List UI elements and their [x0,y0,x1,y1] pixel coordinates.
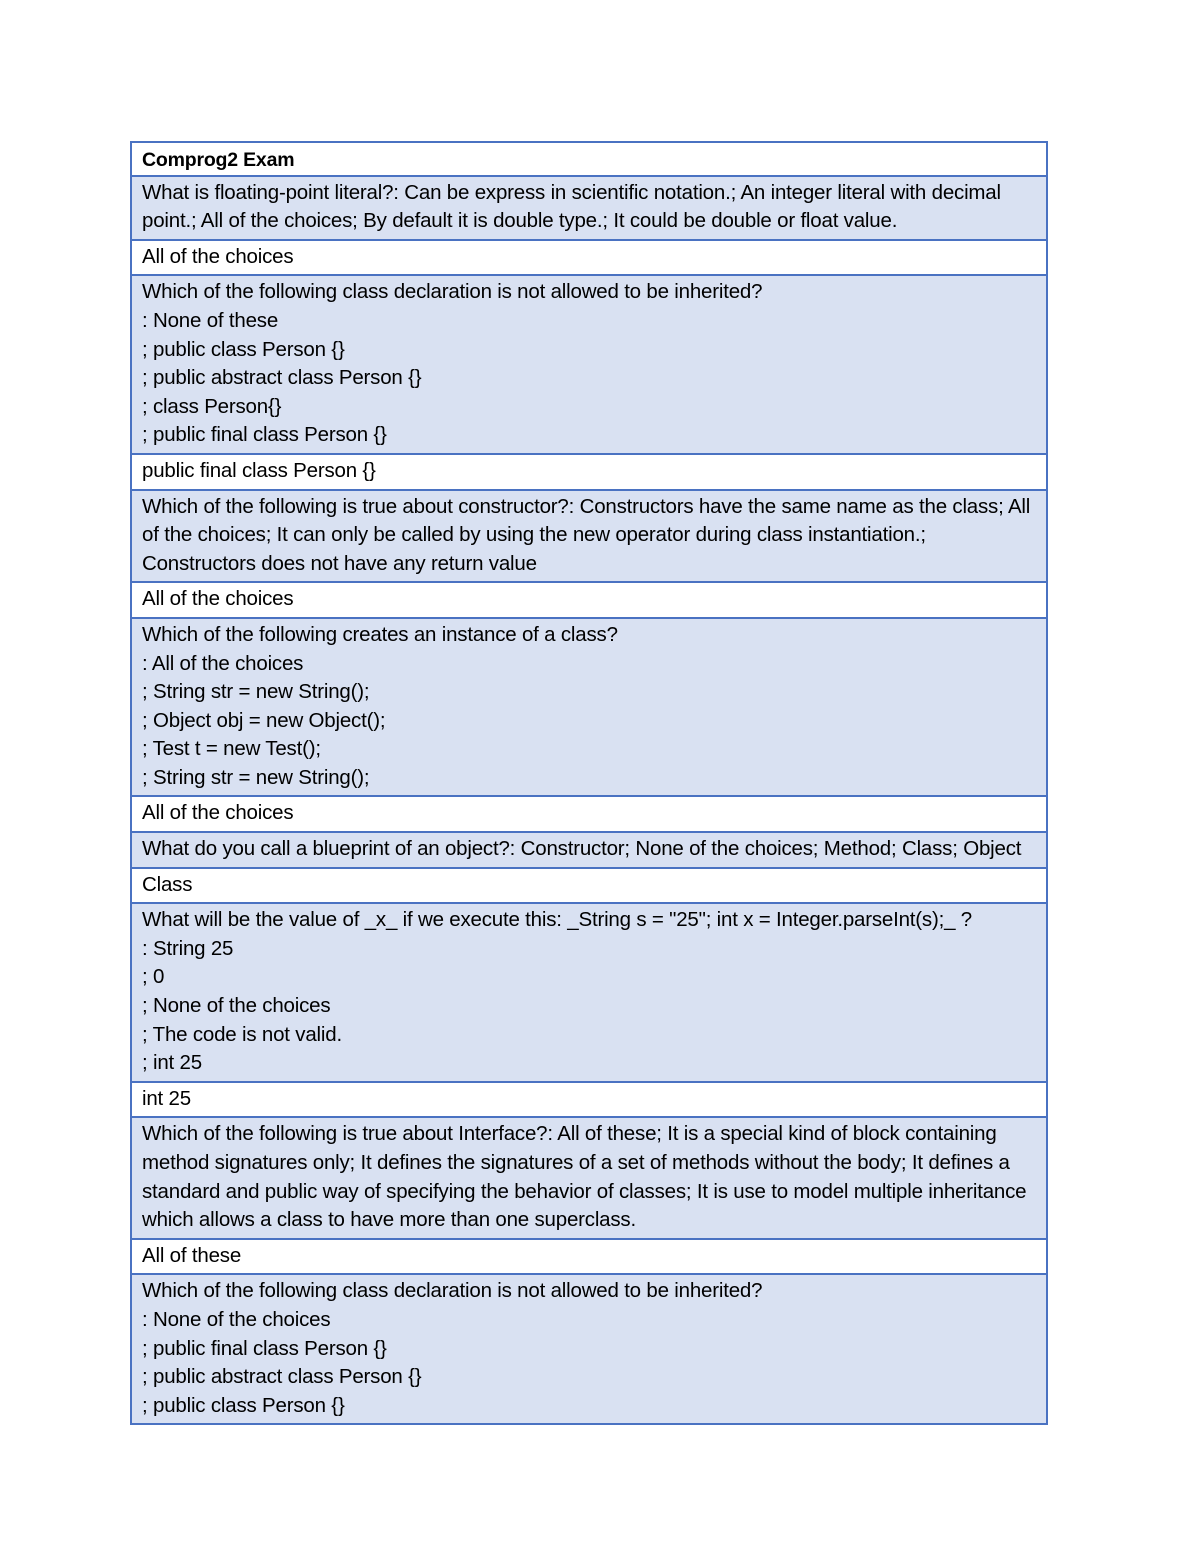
question-text: Which of the following creates an instance of a class? [142,622,618,646]
answer-cell: All of the choices [132,795,1046,831]
question-cell [132,1116,1046,1237]
choice-line: ; 0 [142,965,165,989]
exam-table [130,141,1048,1425]
choice-line: : None of these [142,308,279,332]
choice-line: : None of the choices [142,1307,331,1331]
question-cell [132,175,1046,239]
question-cell [132,274,1046,453]
question-text: Which of the following is true about constructor?: Constructors have the same name as the class; All of the choices; It can only be called by using the new operator during class instantiation.; Constructors does not have any return value [142,494,1031,575]
answer-cell: All of the choices [132,581,1046,617]
question-cell [132,489,1046,582]
question-text: What is floating-point literal?: Can be express in scientific notation.; An integer literal with decimal point.; All of the choices; By default it is double type.; It could be double or float value. [142,180,1001,233]
choice-line: ; String str = new String(); [142,680,370,704]
choice-line: ; public class Person {} [142,337,345,361]
choice-line: : String 25 [142,936,234,960]
question-text: What do you call a blueprint of an object?: Constructor; None of the choices; Method; Class; Object [142,837,1022,861]
choice-line: ; public class Person {} [142,1393,345,1417]
answer-cell: int 25 [132,1081,1046,1117]
choice-line: ; int 25 [142,1051,202,1075]
answer-cell: All of these [132,1238,1046,1274]
choice-line: ; Test t = new Test(); [142,737,321,761]
answer-cell: public final class Person {} [132,453,1046,489]
choice-line: ; public abstract class Person {} [142,1365,422,1389]
exam-title: Comprog2 Exam [132,143,1046,175]
choice-line: ; The code is not valid. [142,1022,342,1046]
question-text: What will be the value of _x_ if we execute this: _String s = "25"; int x = Integer.parseInt(s);_ ? [142,908,972,932]
choice-line: ; String str = new String(); [142,765,370,789]
choice-line: ; None of the choices [142,994,331,1018]
choice-line: ; class Person{} [142,394,282,418]
question-text: Which of the following class declaration is not allowed to be inherited? [142,1279,763,1303]
choice-line: ; public final class Person {} [142,423,387,447]
question-text: Which of the following is true about Interface?: All of these; It is a special kind of block containing method signatures only; It defines the signatures of a set of methods without the body; It defines a standard and public way of specifying the behavior of classes; It is use to model multiple inheritance which allows a class to have more than one superclass. [142,1122,1027,1232]
question-cell [132,902,1046,1081]
question-cell [132,1273,1046,1423]
question-text: Which of the following class declaration is not allowed to be inherited? [142,280,763,304]
answer-cell: All of the choices [132,239,1046,275]
choice-line: ; public abstract class Person {} [142,366,422,390]
choice-line: ; public final class Person {} [142,1336,387,1360]
question-cell [132,617,1046,796]
choice-line: ; Object obj = new Object(); [142,708,386,732]
choice-line: : All of the choices [142,651,304,675]
question-cell [132,831,1046,867]
answer-cell: Class [132,867,1046,903]
